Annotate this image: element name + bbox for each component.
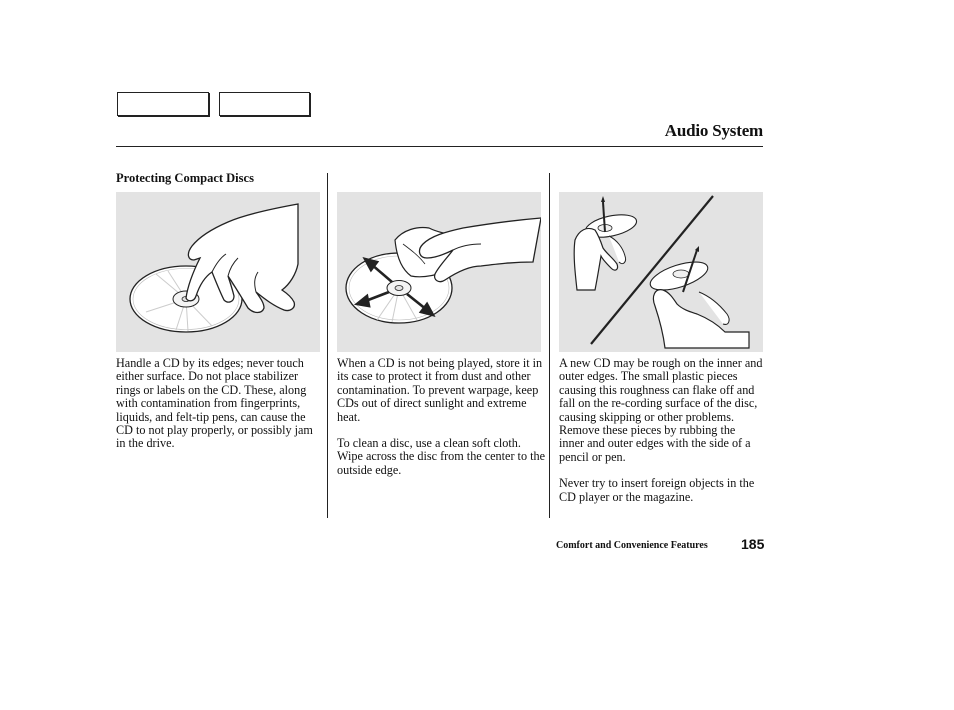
- nav-tab-button-2[interactable]: [219, 92, 310, 116]
- paragraph: A new CD may be rough on the inner and outer edges. The small plastic pieces causing this roughness can flake off and fall on the re-cording surface of the disc, causing skipping or other problems. Remove these pieces by rubbing the inner and outer edges with the side of a pencil or pen.: [559, 356, 763, 464]
- page-number: 185: [741, 536, 765, 552]
- illustration-deburr-cd: [559, 192, 763, 352]
- column-1-text: [116, 357, 322, 464]
- column-divider-1: [327, 173, 328, 518]
- column-2-text: [337, 357, 545, 490]
- paragraph: When a CD is not being played, store it in its case to protect it from dust and other contamination. To prevent warpage, keep CDs out of direct sunlight and extreme heat.: [337, 356, 543, 424]
- paragraph: Never try to insert foreign objects in the CD player or the magazine.: [559, 476, 755, 504]
- pencil-deburring-cd-icon: [559, 192, 763, 352]
- column-divider-2: [549, 173, 550, 518]
- column-3-text: [559, 357, 763, 517]
- page-title: Audio System: [664, 121, 763, 140]
- footer-section-name: Comfort and Convenience Features: [556, 540, 708, 551]
- nav-tab-button-1[interactable]: [117, 92, 209, 116]
- paragraph: Handle a CD by its edges; never touch either surface. Do not place stabilizer rings or labels on the CD. These, along with contamination from fingerprints, liquids, and felt-tip pens, can cause the CD to not play properly, or possibly jam in the drive.: [116, 356, 313, 451]
- paragraph: To clean a disc, use a clean soft cloth. Wipe across the disc from the center to the outside edge.: [337, 436, 545, 477]
- hand-holding-cd-icon: [116, 192, 320, 352]
- section-heading: Protecting Compact Discs: [116, 171, 254, 185]
- illustration-clean-cd: [337, 192, 541, 352]
- cloth-wiping-cd-icon: [337, 192, 541, 352]
- illustration-handle-cd: [116, 192, 320, 352]
- header-rule: [116, 146, 763, 147]
